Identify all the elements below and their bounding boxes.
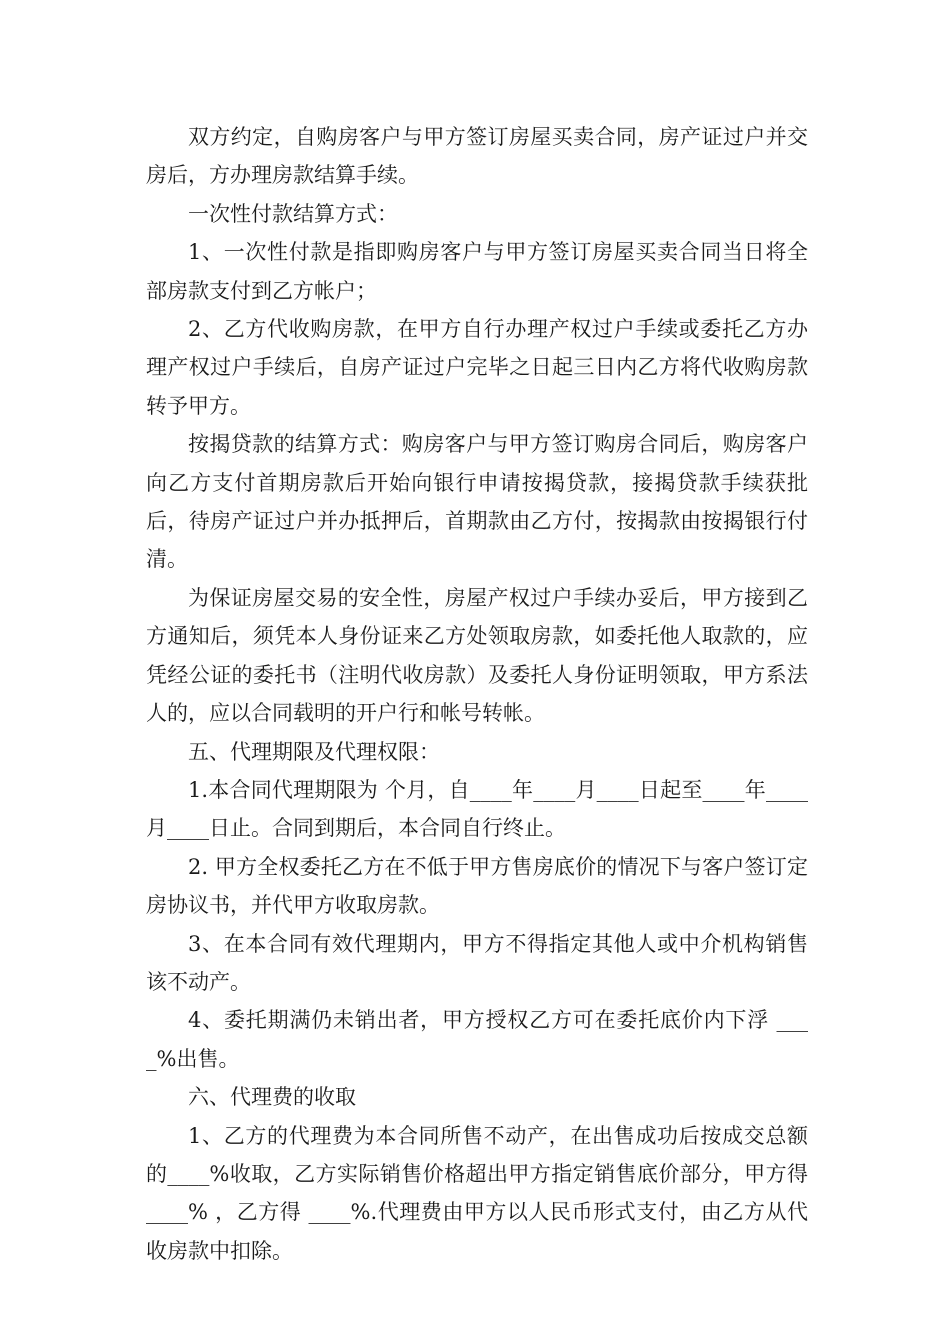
paragraph-fee-item-1: 1、乙方的代理费为本合同所售不动产，在出售成功后按成交总额的____%收取，乙方实际销售价格超出甲方指定销售底价部分，甲方得 ____% ，乙方得 ____%.代理费由甲方以人民币形式支付，由乙方从代收房款中扣除。 <box>146 1123 808 1263</box>
paragraph-term-item-1: 1.本合同代理期限为 个月，自____年____月____日起至____年____月____日止。合同到期后，本合同自行终止。 <box>146 777 808 841</box>
paragraph-term-item-3: 3、在本合同有效代理期内，甲方不得指定其他人或中介机构销售该不动产。 <box>146 931 808 994</box>
paragraph-lump-sum-item-2: 2、乙方代收购房款，在甲方自行办理产权过户手续或委托乙方办理产权过户手续后，自房产证过户完毕之日起三日内乙方将代收购房款转予甲方。 <box>146 317 808 418</box>
paragraph-transaction-safety: 为保证房屋交易的安全性，房屋产权过户手续办妥后，甲方接到乙方通知后，须凭本人身份证来乙方处领取房款，如委托他人取款的，应凭经公证的委托书（注明代收房款）及委托人身份证明领取，甲方系法人的，应以合同载明的开户行和帐号转帐。 <box>146 585 808 726</box>
heading-lump-sum-payment: 一次性付款结算方式： <box>188 201 398 226</box>
paragraph-settlement-agreement: 双方约定，自购房客户与甲方签订房屋买卖合同，房产证过户并交房后，方办理房款结算手续。 <box>146 125 808 188</box>
heading-section-six: 六、代理费的收取 <box>188 1085 356 1110</box>
paragraph-term-item-2: 2. 甲方全权委托乙方在不低于甲方售房底价的情况下与客户签订定房协议书，并代甲方收取房款。 <box>146 854 808 918</box>
paragraph-lump-sum-item-1: 1、一次性付款是指即购房客户与甲方签订房屋买卖合同当日将全部房款支付到乙方帐户； <box>146 240 808 303</box>
document-page <box>146 118 808 1270</box>
paragraph-mortgage-settlement: 按揭贷款的结算方式：购房客户与甲方签订购房合同后，购房客户向乙方支付首期房款后开始向银行申请按揭贷款，接揭贷款手续获批后，待房产证过户并办抵押后，首期款由乙方付，按揭款由按揭银行付清。 <box>146 432 808 572</box>
paragraph-term-item-4: 4、委托期满仍未销出者，甲方授权乙方可在委托底价内下浮 ____%出售。 <box>146 1008 808 1071</box>
heading-section-five: 五、代理期限及代理权限： <box>188 739 440 764</box>
